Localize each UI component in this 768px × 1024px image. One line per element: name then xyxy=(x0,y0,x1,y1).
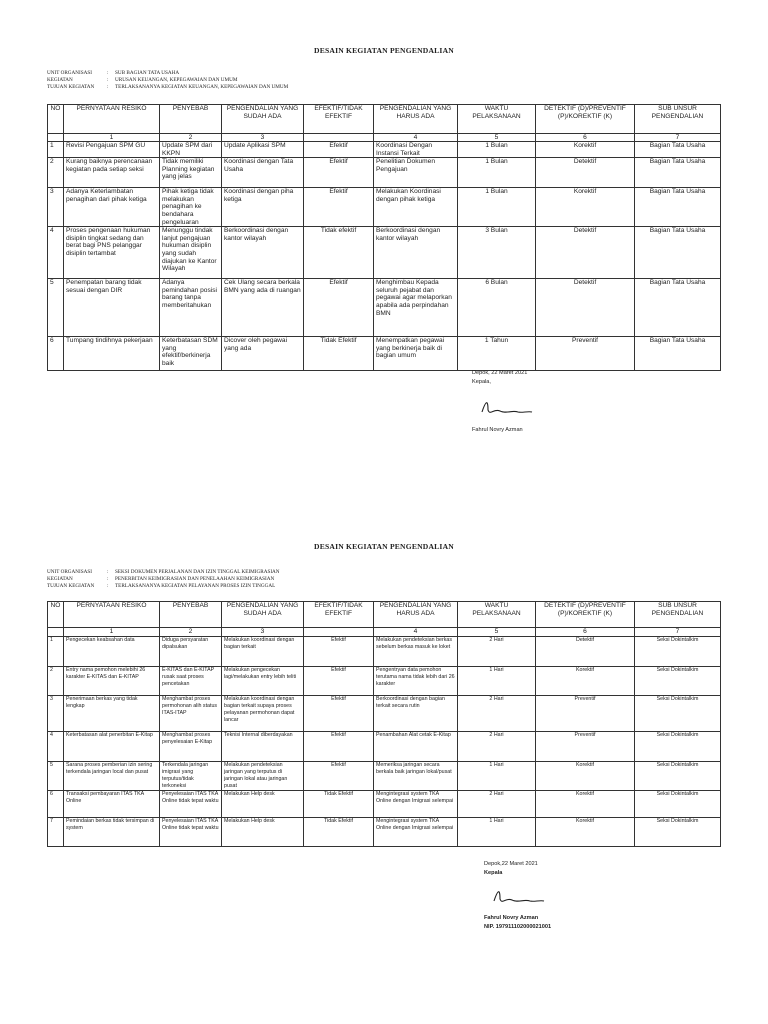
table-cell: Pengecekan keabsahan data xyxy=(64,637,160,667)
column-number: 5 xyxy=(458,134,536,142)
column-number: 3 xyxy=(222,134,304,142)
table-cell: Efektif xyxy=(304,637,374,667)
table-cell: Diduga persyaratan dipalsukan xyxy=(160,637,222,667)
sign-name: Fahrul Novry Azman xyxy=(484,915,539,921)
table-cell: Tidak Efektif xyxy=(304,791,374,818)
table-cell: Efektif xyxy=(304,279,374,337)
document-title: DESAIN KEGIATAN PENGENDALIAN xyxy=(314,46,454,55)
table-cell: E-KITAS dan E-KITAP rusak saat proses pencetakan xyxy=(160,667,222,696)
control-table xyxy=(47,104,721,371)
meta-key: UNIT ORGANISASI xyxy=(47,569,93,575)
table-cell: 6 xyxy=(48,337,64,371)
meta-row xyxy=(47,70,288,77)
table-cell: Teknisi Internal diberdayakan xyxy=(222,732,304,762)
table-row xyxy=(48,637,721,667)
table-cell: Korektif xyxy=(536,818,635,847)
table-cell: Penyelesaian ITAS TKA Online tidak tepat waktu xyxy=(160,791,222,818)
table-cell: Melakukan koordinasi dengan bagian terkait supaya proses pelayanan permohonan dapat lancar xyxy=(222,696,304,732)
column-header: PENGENDALIAN YANG SUDAH ADA xyxy=(222,105,304,134)
table-header-row xyxy=(48,105,721,134)
meta-value: SEKSI DOKUMEN PERJALANAN DAN IZIN TINGGAL KEIMIGRASIAN xyxy=(115,569,280,575)
document-meta xyxy=(47,569,280,591)
meta-key: TUJUAN KEGIATAN xyxy=(47,583,95,590)
table-header-row xyxy=(48,602,721,628)
table-cell: Preventif xyxy=(536,732,635,762)
column-header: PERNYATAAN RESIKO xyxy=(64,602,160,628)
table-cell: 4 xyxy=(48,732,64,762)
table-row xyxy=(48,696,721,732)
table-cell: Menghimbau Kepada seluruh pejabat dan pegawai agar melaporkan apabila ada perpindahan BMN xyxy=(374,279,458,337)
table-cell: Tidak memiliki Planning kegiatan yang jelas xyxy=(160,158,222,188)
meta-colon: : xyxy=(107,569,109,575)
sign-name: Fahrul Novry Azman xyxy=(472,427,523,433)
column-header: PENYEBAB xyxy=(160,105,222,134)
table-cell: Bagian Tata Usaha xyxy=(635,337,721,371)
table-cell: 2 xyxy=(48,667,64,696)
table-cell: Tidak efektif xyxy=(304,227,374,279)
table-cell: 5 xyxy=(48,762,64,791)
table-cell: Update SPM dari KKPN xyxy=(160,142,222,158)
table-cell: Efektif xyxy=(304,762,374,791)
table-cell: Seksi Dokintalkim xyxy=(635,667,721,696)
table-cell: 1 xyxy=(48,142,64,158)
column-number xyxy=(304,628,374,637)
table-cell: 5 xyxy=(48,279,64,337)
table-cell: Tidak Efektif xyxy=(304,337,374,371)
column-number: 3 xyxy=(222,628,304,637)
table-cell: Detektif xyxy=(536,279,635,337)
table-cell: Melakukan pengecekan lagi/melakukan entry lebih teliti xyxy=(222,667,304,696)
sign-nip: NIP. 197911102000021001 xyxy=(484,924,552,930)
column-header: SUB UNSUR PENGENDALIAN xyxy=(635,105,721,134)
table-cell: Tidak Efektif xyxy=(304,818,374,847)
column-number: 4 xyxy=(374,628,458,637)
table-cell: 2 Hari xyxy=(458,696,536,732)
table-cell: Keterbatasan SDM yang efektif/berkinerja baik xyxy=(160,337,222,371)
table-cell: 3 xyxy=(48,188,64,227)
column-header: WAKTU PELAKSANAAN xyxy=(458,602,536,628)
table-cell: Pengentryan data pemohon terutama nama tidak lebih dari 26 karakter xyxy=(374,667,458,696)
table-cell: Melakukan pendeteksian jaringan yang terputus di jaringan lokal atau jaringan pusat xyxy=(222,762,304,791)
table-cell: Seksi Dokintalkim xyxy=(635,818,721,847)
column-header: PENGENDALIAN YANG HARUS ADA xyxy=(374,105,458,134)
meta-value: TERLAKSANANYA KEGIATAN KEUANGAN, KEPEGAWAIAN DAN UMUM xyxy=(115,84,289,91)
table-cell: Efektif xyxy=(304,142,374,158)
table-cell: Detektif xyxy=(536,637,635,667)
signature-block xyxy=(484,860,551,932)
sign-position: Kepala xyxy=(484,870,503,876)
table-cell: Efektif xyxy=(304,158,374,188)
column-number: 7 xyxy=(635,134,721,142)
table-cell: Bagian Tata Usaha xyxy=(635,279,721,337)
table-cell: Koordinasi dengan Tata Usaha xyxy=(222,158,304,188)
column-header: WAKTU PELAKSANAAN xyxy=(458,105,536,134)
table-row xyxy=(48,227,721,279)
table-cell: 2 Hari xyxy=(458,637,536,667)
table-cell: 2 Hari xyxy=(458,732,536,762)
table-cell: Efektif xyxy=(304,188,374,227)
meta-colon: : xyxy=(107,70,109,76)
table-cell: Korektif xyxy=(536,142,635,158)
table-cell: 2 xyxy=(48,158,64,188)
table-cell: 1 Hari xyxy=(458,667,536,696)
table-cell: Preventif xyxy=(536,337,635,371)
column-number-row xyxy=(48,134,721,142)
table-cell: Proses pengenaan hukuman disiplin tingkat sedang dan berat bagi PNS pelanggar disiplin tertambat xyxy=(64,227,160,279)
column-number: 2 xyxy=(160,628,222,637)
column-header: EFEKTIF/TIDAK EFEKTIF xyxy=(304,602,374,628)
table-cell: 1 xyxy=(48,637,64,667)
meta-key: KEGIATAN xyxy=(47,576,73,583)
table-cell: Korektif xyxy=(536,791,635,818)
table-cell: Korektif xyxy=(536,188,635,227)
table-cell: Transaksi pembayaran ITAS TKA Online xyxy=(64,791,160,818)
meta-row xyxy=(47,576,280,583)
table-row xyxy=(48,818,721,847)
signature-block xyxy=(472,369,538,435)
table-cell: Efektif xyxy=(304,732,374,762)
table-cell: Update Aplikasi SPM xyxy=(222,142,304,158)
table-cell: Penempatan barang tidak sesuai dengan DIR xyxy=(64,279,160,337)
meta-row xyxy=(47,77,288,84)
column-header: NO xyxy=(48,105,64,134)
table-cell: Melakukan Help desk xyxy=(222,791,304,818)
table-cell: Adanya pemindahan posisi barang tanpa memberitahukan xyxy=(160,279,222,337)
meta-row xyxy=(47,84,288,91)
table-cell: Terkendala jaringan imigrasi yang terputus/tidak terkoneksi xyxy=(160,762,222,791)
signature-scribble xyxy=(478,392,538,422)
table-cell: 1 Hari xyxy=(458,818,536,847)
table-cell: Dicover oleh pegawai yang ada xyxy=(222,337,304,371)
table-cell: Mengintegrasi system TKA Online dengan Imigrasi selempai xyxy=(374,818,458,847)
table-cell: Detektif xyxy=(536,227,635,279)
table-row xyxy=(48,142,721,158)
table-row xyxy=(48,158,721,188)
table-cell: Entry nama pemohon melebihi 26 karakter E-KITAS dan E-KITAP xyxy=(64,667,160,696)
table-cell: Adanya Keterlambatan penagihan dari pihak ketiga xyxy=(64,188,160,227)
table-cell: Kurang baiknya perencanaan kegiatan pada setiap seksi xyxy=(64,158,160,188)
column-number: 4 xyxy=(374,134,458,142)
table-cell: Bagian Tata Usaha xyxy=(635,188,721,227)
column-header: PENGENDALIAN YANG SUDAH ADA xyxy=(222,602,304,628)
column-header: PERNYATAAN RESIKO xyxy=(64,105,160,134)
document-meta xyxy=(47,70,288,92)
meta-row xyxy=(47,569,280,576)
table-cell: 6 Bulan xyxy=(458,279,536,337)
table-cell: Berkoordinasi dengan kantor wilayah xyxy=(222,227,304,279)
table-cell: Penambahan Alat cetak E-Kitap xyxy=(374,732,458,762)
table-cell: Melakukan Help desk xyxy=(222,818,304,847)
table-cell: Penerimaan berkas yang tidak lengkap xyxy=(64,696,160,732)
table-cell: Koordinasi dengan piha ketiga xyxy=(222,188,304,227)
table-cell: Seksi Dokintalkim xyxy=(635,732,721,762)
document-title: DESAIN KEGIATAN PENGENDALIAN xyxy=(314,542,454,551)
table-cell: Menghambat proses penyelesaian E-Kitap xyxy=(160,732,222,762)
table-cell: 1 Bulan xyxy=(458,188,536,227)
meta-colon: : xyxy=(107,576,109,583)
meta-colon: : xyxy=(107,583,109,590)
table-cell: Menunggu tindak lanjut pengajuan hukuman disiplin yang sudah diajukan ke Kantor Wilayah xyxy=(160,227,222,279)
table-cell: Melakukan koordinasi dengan bagian terkait xyxy=(222,637,304,667)
table-cell: Memeriksa jaringan secara berkala baik jaringan lokal/pusat xyxy=(374,762,458,791)
table-cell: Berkoordinasi dengan bagian terkait secara rutin xyxy=(374,696,458,732)
table-row xyxy=(48,762,721,791)
table-cell: Seksi Dokintalkim xyxy=(635,637,721,667)
table-cell: Berkoordinasi dengan kantor wilayah xyxy=(374,227,458,279)
table-row xyxy=(48,188,721,227)
table-cell: Cek Ulang secara berkala BMN yang ada di ruangan xyxy=(222,279,304,337)
column-header: DETEKTIF (D)/PREVENTIF (P)/KOREKTIF (K) xyxy=(536,602,635,628)
column-number xyxy=(304,134,374,142)
table-cell: 4 xyxy=(48,227,64,279)
table-cell: Koordinasi Dengan Instansi Terkait xyxy=(374,142,458,158)
meta-colon: : xyxy=(107,77,109,84)
table-cell: 1 Tahun xyxy=(458,337,536,371)
table-cell: Seksi Dokintalkim xyxy=(635,696,721,732)
meta-value: TERLAKSANANYA KEGIATAN PELAYANAN PROSES IZIN TINGGAL xyxy=(115,583,276,590)
column-number: 1 xyxy=(64,628,160,637)
meta-value: PENERBITAN KEIMIGRASIAN DAN PENELAAHAN KEIMIGRASIAN xyxy=(115,576,275,583)
table-cell: Seksi Dokintalkim xyxy=(635,791,721,818)
table-row xyxy=(48,279,721,337)
meta-colon: : xyxy=(107,84,109,91)
column-header: DETEKTIF (D)/PREVENTIF (P)/KOREKTIF (K) xyxy=(536,105,635,134)
table-cell: Tumpang tindihnya pekerjaan xyxy=(64,337,160,371)
table-cell: Detektif xyxy=(536,158,635,188)
column-header: PENGENDALIAN YANG HARUS ADA xyxy=(374,602,458,628)
meta-row xyxy=(47,583,280,590)
table-row xyxy=(48,337,721,371)
meta-value: URUSAN KEUANGAN, KEPEGAWAIAN DAN UMUM xyxy=(115,77,238,84)
table-cell: Revisi Pengajuan SPM GU xyxy=(64,142,160,158)
meta-key: TUJUAN KEGIATAN xyxy=(47,84,95,91)
table-cell: Korektif xyxy=(536,762,635,791)
table-row xyxy=(48,667,721,696)
table-cell: Menghambat proses permohonan alih status ITAS-ITAP xyxy=(160,696,222,732)
table-cell: 6 xyxy=(48,791,64,818)
table-cell: Keterbatasan alat penerbitan E-Kitap xyxy=(64,732,160,762)
column-number: 6 xyxy=(536,134,635,142)
table-cell: Sarana proses pemberian izin sering terkendala jaringan local dan pusat xyxy=(64,762,160,791)
column-number: 5 xyxy=(458,628,536,637)
meta-value: SUB BAGIAN TATA USAHA xyxy=(115,70,180,76)
column-number: 7 xyxy=(635,628,721,637)
meta-key: UNIT ORGANISASI xyxy=(47,70,93,76)
table-cell: 3 xyxy=(48,696,64,732)
table-row xyxy=(48,791,721,818)
column-number: 6 xyxy=(536,628,635,637)
signature-scribble xyxy=(490,882,550,910)
sign-place-date: Depok,22 Maret 2021 xyxy=(484,861,538,867)
table-cell: Mengintegrasi system TKA Online dengan Imigrasi selempai xyxy=(374,791,458,818)
table-cell: Efektif xyxy=(304,696,374,732)
table-cell: Penyelesaian ITAS TKA Online tidak tepat waktu xyxy=(160,818,222,847)
sign-position: Kepala, xyxy=(472,379,491,385)
table-cell: Melakukan Koordinasi dengan pihak ketiga xyxy=(374,188,458,227)
table-cell: Menempatkan pegawai yang berkinerja baik di bagian umum xyxy=(374,337,458,371)
table-cell: 3 Bulan xyxy=(458,227,536,279)
table-cell: Korektif xyxy=(536,667,635,696)
table-cell: Preventif xyxy=(536,696,635,732)
table-cell: Bagian Tata Usaha xyxy=(635,158,721,188)
column-header: PENYEBAB xyxy=(160,602,222,628)
column-number-row xyxy=(48,628,721,637)
meta-key: KEGIATAN xyxy=(47,77,73,84)
column-number: 1 xyxy=(64,134,160,142)
column-header: SUB UNSUR PENGENDALIAN xyxy=(635,602,721,628)
table-cell: Seksi Dokintalkim xyxy=(635,762,721,791)
table-cell: 2 Hari xyxy=(458,791,536,818)
table-row xyxy=(48,732,721,762)
table-cell: Penelitian Dokumen Pengajuan xyxy=(374,158,458,188)
table-cell: Pemindaian berkas tidak tersimpan di system xyxy=(64,818,160,847)
table-cell: Efektif xyxy=(304,667,374,696)
table-cell: Bagian Tata Usaha xyxy=(635,227,721,279)
table-cell: Bagian Tata Usaha xyxy=(635,142,721,158)
table-cell: 7 xyxy=(48,818,64,847)
control-table xyxy=(47,601,721,847)
column-number xyxy=(48,134,64,142)
table-cell: 1 Bulan xyxy=(458,142,536,158)
column-header: EFEKTIF/TIDAK EFEKTIF xyxy=(304,105,374,134)
table-cell: Pihak ketiga tidak melakukan penagihan ke bendahara pengeluaran xyxy=(160,188,222,227)
column-number xyxy=(48,628,64,637)
table-cell: 1 Bulan xyxy=(458,158,536,188)
table-cell: 1 Hari xyxy=(458,762,536,791)
column-header: NO xyxy=(48,602,64,628)
table-cell: Melakukan pendeteksian berkas sebelum berkas masuk ke loket xyxy=(374,637,458,667)
sign-place-date: Depok, 22 Maret 2021 xyxy=(472,370,528,376)
column-number: 2 xyxy=(160,134,222,142)
